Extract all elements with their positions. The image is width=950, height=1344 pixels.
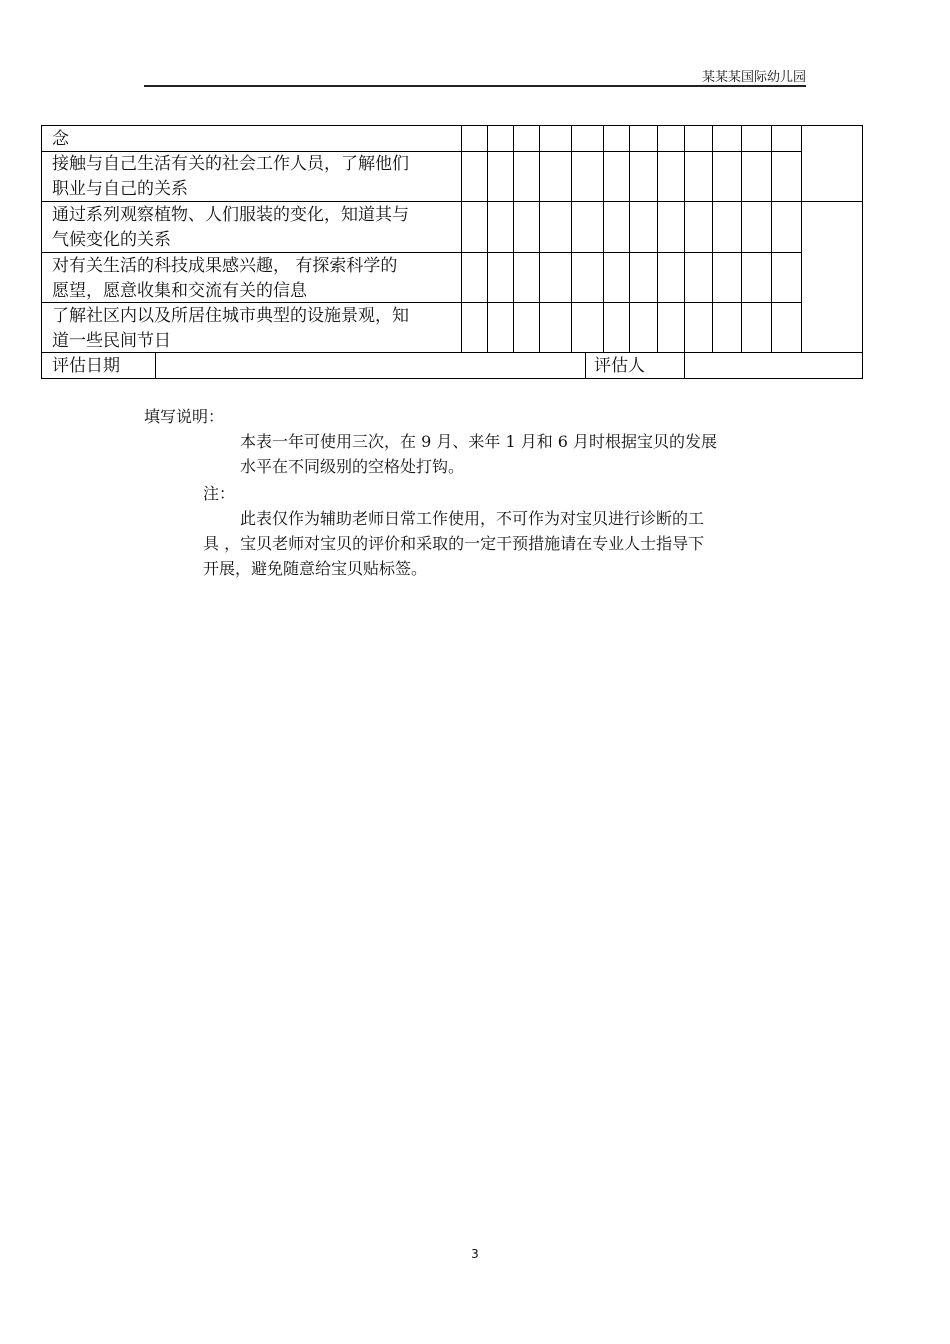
table-column-divider: [801, 125, 802, 353]
table-column-divider: [629, 125, 630, 353]
table-row-text-0a: 念: [52, 129, 69, 149]
table-row-divider: [801, 201, 863, 202]
table-column-divider: [513, 125, 514, 353]
instructions-line-2: 水平在不同级别的空格处打钩。: [240, 457, 465, 476]
table-column-divider: [487, 125, 488, 353]
table-column-divider: [603, 125, 604, 353]
table-row-divider: [41, 252, 802, 253]
table-row-text-3a: 对有关生活的科技成果感兴趣， 有探索科学的: [52, 256, 398, 276]
instructions-line-1: 本表一年可使用三次，在 9 月、来年 1 月和 6 月时根据宝贝的发展: [240, 432, 718, 451]
table-row-text-2a: 通过系列观察植物、人们服装的变化，知道其与: [52, 205, 409, 225]
table-column-divider: [712, 125, 713, 353]
table-row-divider: [41, 151, 802, 152]
table-row-text-3b: 愿望，愿意收集和交流有关的信息: [52, 281, 307, 301]
note-label: 注：: [203, 484, 236, 503]
assessor-label: 评估人: [594, 356, 645, 376]
table-row-text-4a: 了解社区内以及所居住城市典型的设施景观，知: [52, 306, 409, 326]
table-column-divider: [539, 125, 540, 353]
note-line-3: 开展，避免随意给宝贝贴标签。: [203, 559, 428, 578]
instructions-title: 填写说明：: [144, 407, 225, 426]
note-line-1: 此表仅作为辅助老师日常工作使用，不可作为对宝贝进行诊断的工: [240, 509, 705, 528]
table-column-divider: [684, 125, 685, 353]
table-row-divider: [41, 302, 802, 303]
table-column-divider: [684, 352, 685, 379]
page-number: 3: [471, 1247, 479, 1261]
assessment-date-label: 评估日期: [52, 356, 120, 376]
table-row-text-1a: 接触与自己生活有关的社会工作人员，了解他们: [52, 154, 409, 174]
table-border-right: [862, 125, 863, 379]
page-header-org: 某某某国际幼儿园: [701, 70, 806, 85]
table-row-divider: [801, 352, 863, 353]
note-line-2: 具 ，宝贝老师对宝贝的评价和采取的一定干预措施请在专业人士指导下: [203, 534, 705, 553]
table-row-text-2b: 气候变化的关系: [52, 230, 171, 250]
table-border-top: [41, 125, 863, 126]
table-column-divider: [461, 125, 462, 353]
table-column-divider: [657, 125, 658, 353]
table-column-divider: [571, 125, 572, 353]
table-border-bottom: [41, 378, 863, 379]
table-column-divider: [741, 125, 742, 353]
table-row-divider: [41, 201, 802, 202]
table-column-divider: [155, 352, 156, 379]
table-row-text-1b: 职业与自己的关系: [52, 179, 188, 199]
table-column-divider: [771, 125, 772, 353]
table-column-divider: [585, 352, 586, 379]
table-row-text-4b: 道一些民间节日: [52, 331, 171, 351]
header-rule: [144, 85, 806, 87]
